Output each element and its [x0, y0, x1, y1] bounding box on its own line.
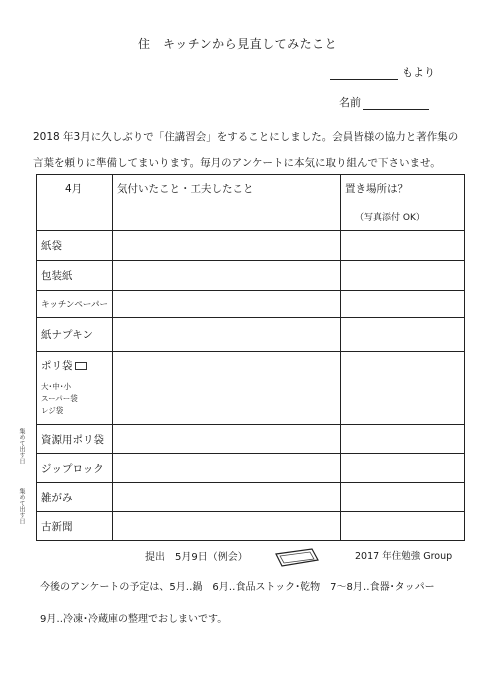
- place-header-text: 置き場所は？: [345, 183, 408, 195]
- place-cell[interactable]: [341, 291, 465, 318]
- row-label: ポリ袋: [41, 360, 73, 372]
- place-cell[interactable]: [341, 512, 465, 541]
- newsletter-blank: [330, 68, 398, 80]
- intro-text: [33, 124, 458, 176]
- place-cell[interactable]: [341, 425, 465, 454]
- table-row: [37, 425, 465, 454]
- place-cell[interactable]: [341, 231, 465, 261]
- table-row: [37, 483, 465, 512]
- margin-note: 集めて出す日: [18, 428, 25, 464]
- poly-sub-register: レジ袋: [41, 406, 64, 415]
- notes-cell[interactable]: [113, 454, 341, 483]
- poly-sub-sizes: 大･中･小: [41, 382, 71, 391]
- row-label: ジップロック: [37, 454, 113, 483]
- place-cell[interactable]: [341, 261, 465, 291]
- table-row: [37, 291, 465, 318]
- notes-cell[interactable]: [113, 318, 341, 352]
- notes-cell[interactable]: [113, 512, 341, 541]
- submission-date: 提出 5月9日（例会）: [145, 552, 248, 563]
- margin-note: 集めて出す日: [18, 488, 25, 524]
- table-row: [37, 318, 465, 352]
- place-cell[interactable]: [341, 454, 465, 483]
- month-header: [37, 175, 113, 231]
- place-cell[interactable]: [341, 318, 465, 352]
- tray-sketch-icon: [274, 546, 320, 568]
- place-header: [341, 175, 465, 231]
- place-cell[interactable]: [341, 352, 465, 425]
- table-row: [37, 231, 465, 261]
- survey-table: [36, 174, 465, 541]
- row-label: キッチンペーパー: [37, 291, 113, 318]
- schedule-line-2: 9月‥冷凍･冷蔵庫の整理でおしまいです。: [40, 614, 228, 625]
- newsletter-line: [330, 64, 435, 80]
- name-label: 名前: [339, 96, 361, 109]
- table-row: [37, 352, 465, 425]
- row-label: 古新聞: [37, 512, 113, 541]
- poly-sub-supermarket: スーパー袋: [41, 394, 78, 403]
- table-row: [37, 454, 465, 483]
- place-header-note: （写真添付 OK）: [355, 213, 425, 223]
- notes-cell[interactable]: [113, 231, 341, 261]
- notes-header: 気付いたこと・工夫したこと: [113, 175, 341, 231]
- page-title: 住 キッチンから見直してみたこと: [138, 37, 338, 51]
- row-label: 紙ナプキン: [37, 318, 113, 352]
- group-name: 2017 年住勉強 Group: [355, 551, 453, 562]
- notes-cell[interactable]: [113, 352, 341, 425]
- poly-bag-cell: [37, 352, 113, 425]
- intro-line-1: 2018 年3月に久しぶりで「住講習会」をすることにしました。会員皆様の協力と著作集の: [33, 131, 459, 143]
- tayori-label: もより: [402, 66, 435, 79]
- month-header-text: 4月: [65, 183, 83, 195]
- notes-cell[interactable]: [113, 291, 341, 318]
- table-header-row: [37, 175, 465, 231]
- row-label: 資源用ポリ袋: [37, 425, 113, 454]
- name-line: [339, 94, 429, 110]
- notes-cell[interactable]: [113, 261, 341, 291]
- schedule-line-1: 今後のアンケートの予定は、5月‥鍋 6月‥食品ストック･乾物 7～8月‥食器･タッパー: [40, 582, 435, 593]
- row-label: 雑がみ: [37, 483, 113, 512]
- name-blank: [363, 98, 429, 110]
- row-label: 紙袋: [37, 231, 113, 261]
- intro-line-2: 言葉を頼りに準備してまいります。毎月のアンケートに本気に取り組んで下さいませ。: [33, 157, 441, 169]
- bag-sketch-icon: [75, 362, 87, 370]
- place-cell[interactable]: [341, 483, 465, 512]
- notes-cell[interactable]: [113, 425, 341, 454]
- table-row: [37, 261, 465, 291]
- row-label: 包装紙: [37, 261, 113, 291]
- notes-cell[interactable]: [113, 483, 341, 512]
- table-row: [37, 512, 465, 541]
